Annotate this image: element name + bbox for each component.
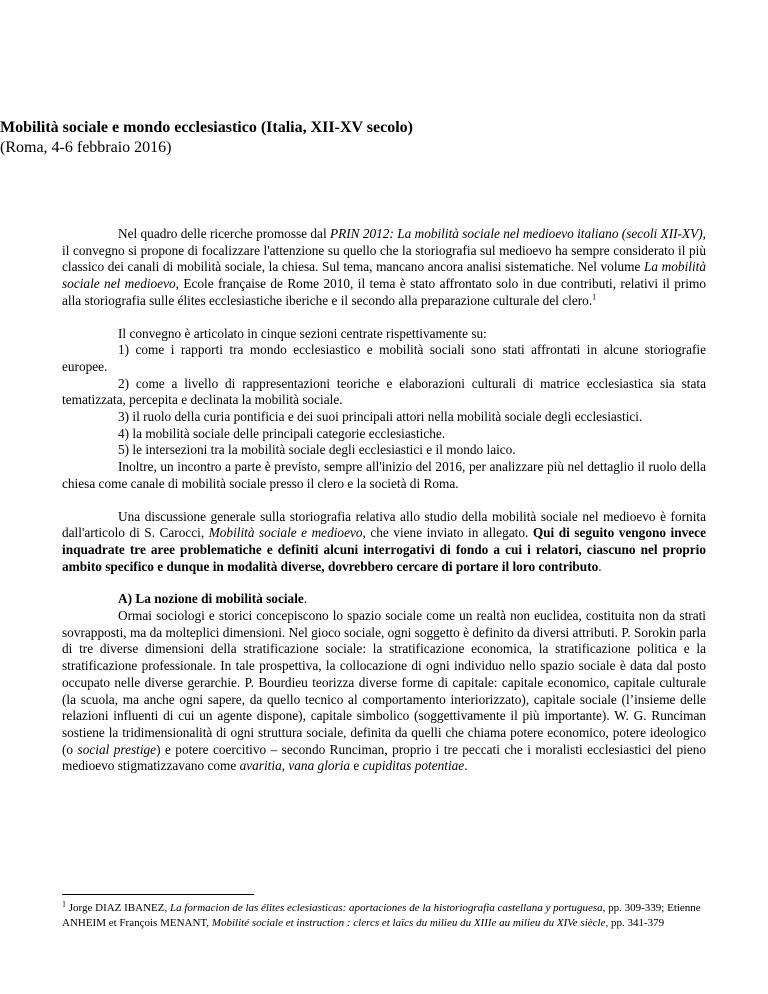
title-block (0, 118, 768, 158)
discussion-bold-text: Qui di seguito vengono invece inquadrate tre aree problematiche e definiti alcuni interrogativi di fondo a cui i relatori, ciascuno nel proprio ambito specifico e dunque in modalità diverse, dovrebbero cercare di portare il loro contributo (62, 525, 706, 574)
document-body (62, 226, 706, 775)
footnote-italic: Mobilité sociale et instruction : clercs et laïcs du milieu du XIIIe au milieu du XIVe siècle (211, 916, 606, 929)
footnote-text: , pp. 309-339; Etienne ANHEIM et François MENANT, (62, 902, 701, 929)
footnote-text: Jorge DIAZ IBANEZ, (66, 902, 170, 914)
discussion-text: . (598, 558, 602, 574)
footnote-divider (62, 894, 254, 895)
section-a-text: . (464, 758, 468, 774)
intro-text: , il convegno si propone di focalizzare l'attenzione su quello che la storiografia sul medioevo ha sempre considerato il più classico dei canali di mobilità sociale, la chiesa. Sul tema, mancano ancora analisi sistematiche. Nel volume (62, 226, 706, 275)
section-item: 5) le intersezioni tra la mobilità sociale degli ecclesiastici e il mondo laico. (118, 442, 516, 458)
section-a-text: e (350, 758, 363, 774)
discussion-article-title: Mobilità sociale e medioevo (208, 525, 363, 541)
section-a-heading-end: . (303, 591, 308, 607)
footnote-italic: La formacion de las élites eclesiasticas: aportaciones de la historiografia castellana y portuguesa (169, 902, 603, 914)
intro-text: , Ecole française de Rome 2010, il tema è stato affrontato solo in due contributi, relativi il primo alla storiografia sulle élites ecclesiastiche iberiche e il secondo alla preparazione culturale del clero. (62, 276, 706, 308)
section-a-italic: vana gloria (288, 758, 351, 774)
section-a-italic: avaritia (239, 758, 282, 774)
footnote-reference: 1 (592, 292, 597, 302)
footnote (62, 901, 706, 930)
section-item: 3) il ruolo della curia pontificia e dei suoi principali attori nella mobilità sociale degli ecclesiastici. (118, 409, 643, 425)
intro-prin-title: PRIN 2012: La mobilità sociale nel medioevo italiano (secoli XII-XV) (329, 226, 703, 241)
sections-closing: Inoltre, un incontro a parte è previsto, sempre all'inizio del 2016, per analizzare più nel dettaglio il ruolo della chiesa come canale di mobilità sociale presso il clero e la società di Roma. (62, 459, 706, 491)
section-a-heading-line (62, 591, 706, 608)
section-a-italic: social prestige (77, 741, 157, 757)
intro-paragraph (62, 226, 706, 310)
discussion-text: Una discussione generale sulla storiografia relativa allo studio della mobilità sociale nel medioevo è fornita dall'articolo di S. Carocci, (62, 508, 706, 541)
discussion-paragraph (62, 509, 706, 576)
section-a-text: Ormai sociologi e storici concepiscono lo spazio sociale come un realtà non euclidea, costituita non da strati sovrapposti, ma da molteplici dimensioni. Nel gioco sociale, ogni soggetto è definito da diversi attributi. P. Sorokin parla di tre diverse dimensioni della stratificazione sociale: la stratificazione economica, la stratificazione politica e la stratificazione professionale. In tale prospettiva, la collocazione di ogni individuo nello spazio sociale è data dal posto occupato nelle diverse gerarchie. P. Bourdieu teorizza diverse forme di capitale: capitale economico, capitale culturale (la scuola, ma anche ogni sapere, da quello tecnico al comportamento interiorizzato), capitale sociale (l’insieme delle relazioni influenti di cui un agente dispone), capitale simbolico (soggettivamente il più importante). W. G. Runciman sostiene la tridimensionalità di ogni struttura sociale, definita da quelli che chiama potere economico, potere ideologico (o (62, 608, 706, 757)
discussion-text: , che viene inviato in allegato. (362, 525, 533, 541)
section-a-heading: A) La nozione di mobilità sociale (118, 591, 304, 607)
intro-text: Nel quadro delle ricerche promosse dal (118, 226, 330, 241)
section-item: 4) la mobilità sociale delle principali categorie ecclesiastiche. (118, 425, 446, 441)
section-a-text: , (281, 758, 289, 774)
section-a-italic: cupiditas potentiae (362, 758, 465, 774)
page-title: Mobilità sociale e mondo ecclesiastico (Italia, XII-XV secolo) (0, 119, 413, 136)
sections-list (62, 326, 706, 493)
sections-lead: Il convegno è articolato in cinque sezioni centrate rispettivamente su: (118, 325, 487, 341)
footnote-number: 1 (62, 899, 66, 909)
section-item: 1) come i rapporti tra mondo ecclesiastico e mobilità sociali sono stati affrontati in alcune storiografie europee. (62, 342, 706, 374)
section-a (62, 591, 706, 775)
section-item: 2) come a livello di rappresentazioni teoriche e elaborazioni culturali di matrice ecclesiastica sia stata tematizzata, percepita e declinata la mobilità sociale. (62, 375, 706, 408)
intro-volume-title: La mobilità sociale nel medioevo (62, 259, 706, 292)
footnote-text: , pp. 341-379 (605, 916, 665, 929)
page-subtitle: (Roma, 4-6 febbraio 2016) (0, 139, 172, 156)
section-a-text: ) e potere coercitivo – secondo Runciman, proprio i tre peccati che i moralisti ecclesiastici del pieno medioevo stigmatizzavano come (62, 741, 707, 774)
section-a-paragraph (62, 608, 706, 775)
